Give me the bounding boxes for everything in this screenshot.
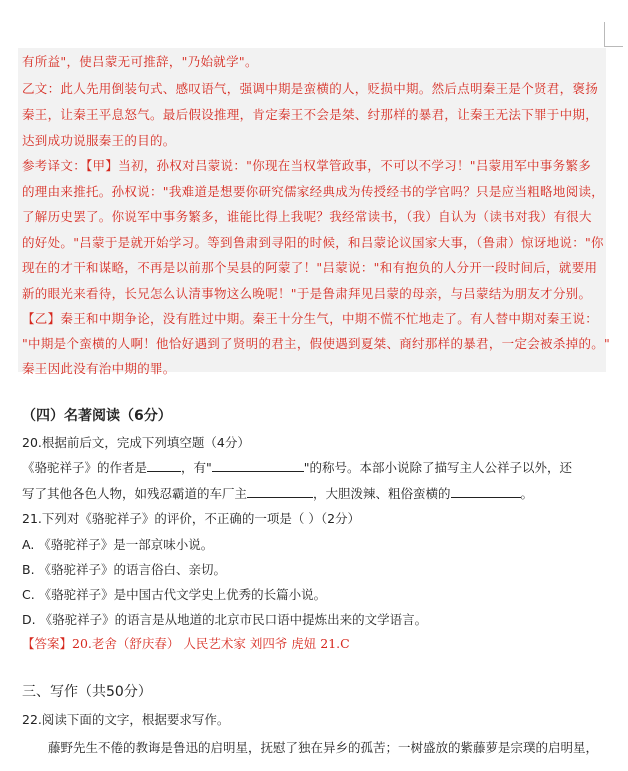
passage-line: 秦王，让秦王平息怒气。最后假设推理，肯定秦王不会是桀、纣那样的暴君，让秦王无法下罪于中期， bbox=[22, 107, 599, 122]
question-20-line-1 bbox=[22, 458, 572, 476]
passage-line: 有所益"，使吕蒙无可推辞，"乃始就学"。 bbox=[22, 54, 258, 69]
question-20-stem: 20.根据前后文，完成下列填空题（4分） bbox=[22, 435, 250, 450]
option-a[interactable]: A. 《骆驼祥子》是一部京味小说。 bbox=[22, 537, 214, 552]
fill-blank-title[interactable] bbox=[212, 459, 304, 472]
option-c[interactable]: C. 《骆驼祥子》是中国古代文学史上优秀的长篇小说。 bbox=[22, 587, 327, 602]
option-d[interactable]: D. 《骆驼祥子》的语言是从地道的北京市民口语中提炼出来的文学语言。 bbox=[22, 612, 428, 627]
q20-text: "的称号。本部小说除了描写主人公祥子以外，还 bbox=[303, 460, 573, 475]
option-b[interactable]: B. 《骆驼祥子》的语言俗白、亲切。 bbox=[22, 562, 227, 577]
passage-line: 秦王因此没有治中期的罪。 bbox=[22, 361, 176, 376]
answer-line: 【答案】20.老舍（舒庆春） 人民艺术家 刘四爷 虎妞 21.C bbox=[22, 636, 350, 651]
q20-text: 写了其他各色人物，如残忍霸道的车厂主 bbox=[22, 486, 248, 501]
passage-line: 达到成功说服秦王的目的。 bbox=[22, 133, 176, 148]
passage-line: 的好处。"吕蒙于是就开始学习。等到鲁肃到寻阳的时候，和吕蒙论议国家大事，（鲁肃）惊讶地说："你 bbox=[22, 235, 604, 250]
section-title-famous-reading: （四）名著阅读（6分） bbox=[22, 408, 172, 424]
passage-line: 现在的才干和谋略，不再是以前那个吴县的阿蒙了！"吕蒙说："和有抱负的人分开一段时间后，就要用 bbox=[22, 260, 598, 275]
question-22-text: 藤野先生不倦的教诲是鲁迅的启明星，抚慰了独在异乡的孤苦；一树盛放的紫藤萝是宗璞的启明星， bbox=[48, 740, 599, 755]
q20-text: ，大胆泼辣、粗俗蛮横的 bbox=[313, 486, 451, 501]
q20-text: ，有" bbox=[181, 460, 212, 475]
question-20-line-2 bbox=[22, 484, 533, 502]
passage-line: 了解历史罢了。你说军中事务繁多，谁能比得上我呢？我经常读书，（我）自认为（读书对我）有很大 bbox=[22, 209, 592, 224]
passage-line: 【乙】秦王和中期争论，没有胜过中期。秦王十分生气，中期不慌不忙地走了。有人替中期对秦王说： bbox=[22, 311, 599, 326]
passage-line: 乙文：此人先用倒装句式、感叹语气，强调中期是蛮横的人，贬损中期。然后点明秦王是个贤君，褒扬 bbox=[22, 81, 599, 96]
q20-text: 《骆驼祥子》的作者是 bbox=[22, 460, 148, 475]
question-22-stem: 22.阅读下面的文字，根据要求写作。 bbox=[22, 712, 230, 727]
passage-line: 新的眼光来看待，长兄怎么认清事物这么晚呢！"于是鲁肃拜见吕蒙的母亲，与吕蒙结为朋友才分别。 bbox=[22, 286, 592, 301]
passage-line: 参考译文：【甲】当初，孙权对吕蒙说："你现在当权掌管政事，不可以不学习！"吕蒙用军中事务繁多 bbox=[22, 158, 592, 173]
passage-line: 的理由来推托。孙权说："我难道是想要你研究儒家经典成为传授经书的学官吗？只是应当粗略地阅读， bbox=[22, 184, 605, 199]
fill-blank-character[interactable] bbox=[451, 485, 521, 498]
section-title-writing: 三、写作（共50分） bbox=[22, 684, 152, 700]
page-corner-mark bbox=[604, 22, 623, 47]
q20-text: 。 bbox=[520, 486, 534, 501]
passage-line: "中期是个蛮横的人啊！他恰好遇到了贤明的君主，假使遇到夏桀、商纣那样的暴君，一定会被杀掉的。" bbox=[22, 336, 611, 351]
question-21-stem: 21.下列对《骆驼祥子》的评价，不正确的一项是（ ）（2分） bbox=[22, 511, 361, 526]
fill-blank-car-owner[interactable] bbox=[247, 485, 313, 498]
fill-blank-author[interactable] bbox=[147, 459, 181, 472]
